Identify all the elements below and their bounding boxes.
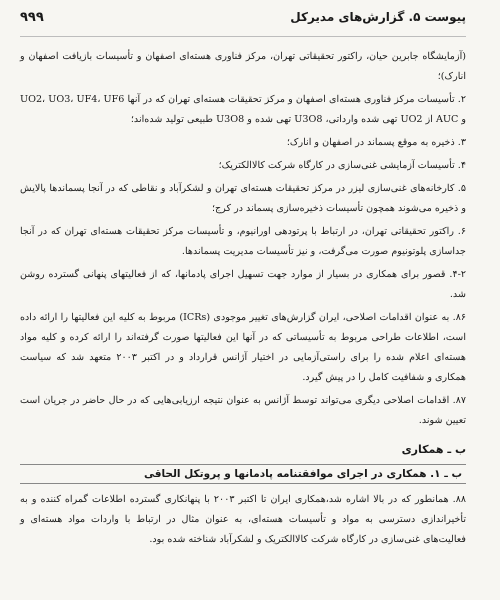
- paragraph: (آزمایشگاه جابرین حیان، راکتور تحقیقاتی تهران، مرکز فناوری هسته‌ای اصفهان و تأسیسات بازیافت اصفهان و انارک)؛: [20, 51, 466, 82]
- section-heading: ب ـ ۱. همکاری در اجرای موافقتنامه پادمانها و پروتکل الحاقی: [20, 464, 466, 484]
- running-title: پیوست ۵. گزارش‌های مدیرکل: [290, 10, 466, 24]
- paragraph: ۵. کارخانه‌های غنی‌سازی لیزر در مرکز تحقیقات هسته‌ای تهران و لشکرآباد و نقاطی که در آنجا پسماندها پالایش و ذخیره می‌شوند همچون تأسیسات ذخیره‌سازی پسماند در کرج؛: [20, 183, 466, 214]
- running-header: [20, 10, 466, 37]
- paragraph: ۸۷. اقدامات اصلاحی دیگری می‌تواند توسط آژانس به عنوان نتیجه ارزیابی‌هایی که در حال حاضر در جریان است تعیین شوند.: [20, 395, 466, 426]
- paragraph: ۸۸. همانطور که در بالا اشاره شد،همکاری ایران تا اکتبر ۲۰۰۳ با پنهانکاری گسترده اطلاعات گمراه کننده و به تأخیراندازی دسترسی به مواد و تأسیسات هسته‌ای، به عنوان مثال در ارتباط با واردات مواد هسته‌ای و فعالیت‌های غنی‌سازی در کارگاه شرکت کالاالکتریک و لشکرآباد شناخته شده بود.: [20, 494, 467, 545]
- paragraph: ۲. تأسیسات مرکز فناوری هسته‌ای اصفهان و مرکز تحقیقات هسته‌ای تهران که در آنها UO2، UO3، UF4، UF6 و AUC از UO2 تهی شده وارداتی، U3O8 تهی شده و U3O8 طبیعی تولید شده‌اند؛: [20, 94, 466, 125]
- paragraph: ۸۶. به عنوان اقدامات اصلاحی، ایران گزارش‌های تغییر موجودی (ICRs) مربوط به کلیه این فعالیتها را ارائه داده است، اطلاعات طراحی مربوط به تأسیساتی که در آنها این فعالیتها صورت گرفته‌اند را ارائه کرده و کلیه مواد هسته‌ای اعلام شده را برای راستی‌آزمایی در اختیار آژانس قرارداد و در اکتبر ۲۰۰۳ متعهد شد که سیاست همکاری و شفافیت کامل را در پیش گیرد.: [20, 312, 467, 383]
- page-number: ۹۹۹: [20, 10, 44, 25]
- paragraph: ۳. ذخیره به موقع پسماند در اصفهان و انارک؛: [286, 137, 466, 148]
- paragraph: ۴. تأسیسات آزمایشی غنی‌سازی در کارگاه شرکت کالاالکتریک؛: [218, 160, 466, 171]
- subheading: ب ـ همکاری: [401, 443, 466, 456]
- paragraph: ۴-۲. قصور برای همکاری در بسیار از موارد جهت تسهیل اجرای پادمانها، که از فعالیتهای پنهانی گسترده روشن شد.: [20, 269, 466, 300]
- paragraph: ۶. راکتور تحقیقاتی تهران، در ارتباط با پرتودهی اورانیوم، و تأسیسات مرکز تحقیقات هسته‌ای تهران که در آنجا جداسازی پلوتونیوم صورت می‌گرفت، و نیز تأسیسات مدیریت پسماندها.: [20, 226, 466, 257]
